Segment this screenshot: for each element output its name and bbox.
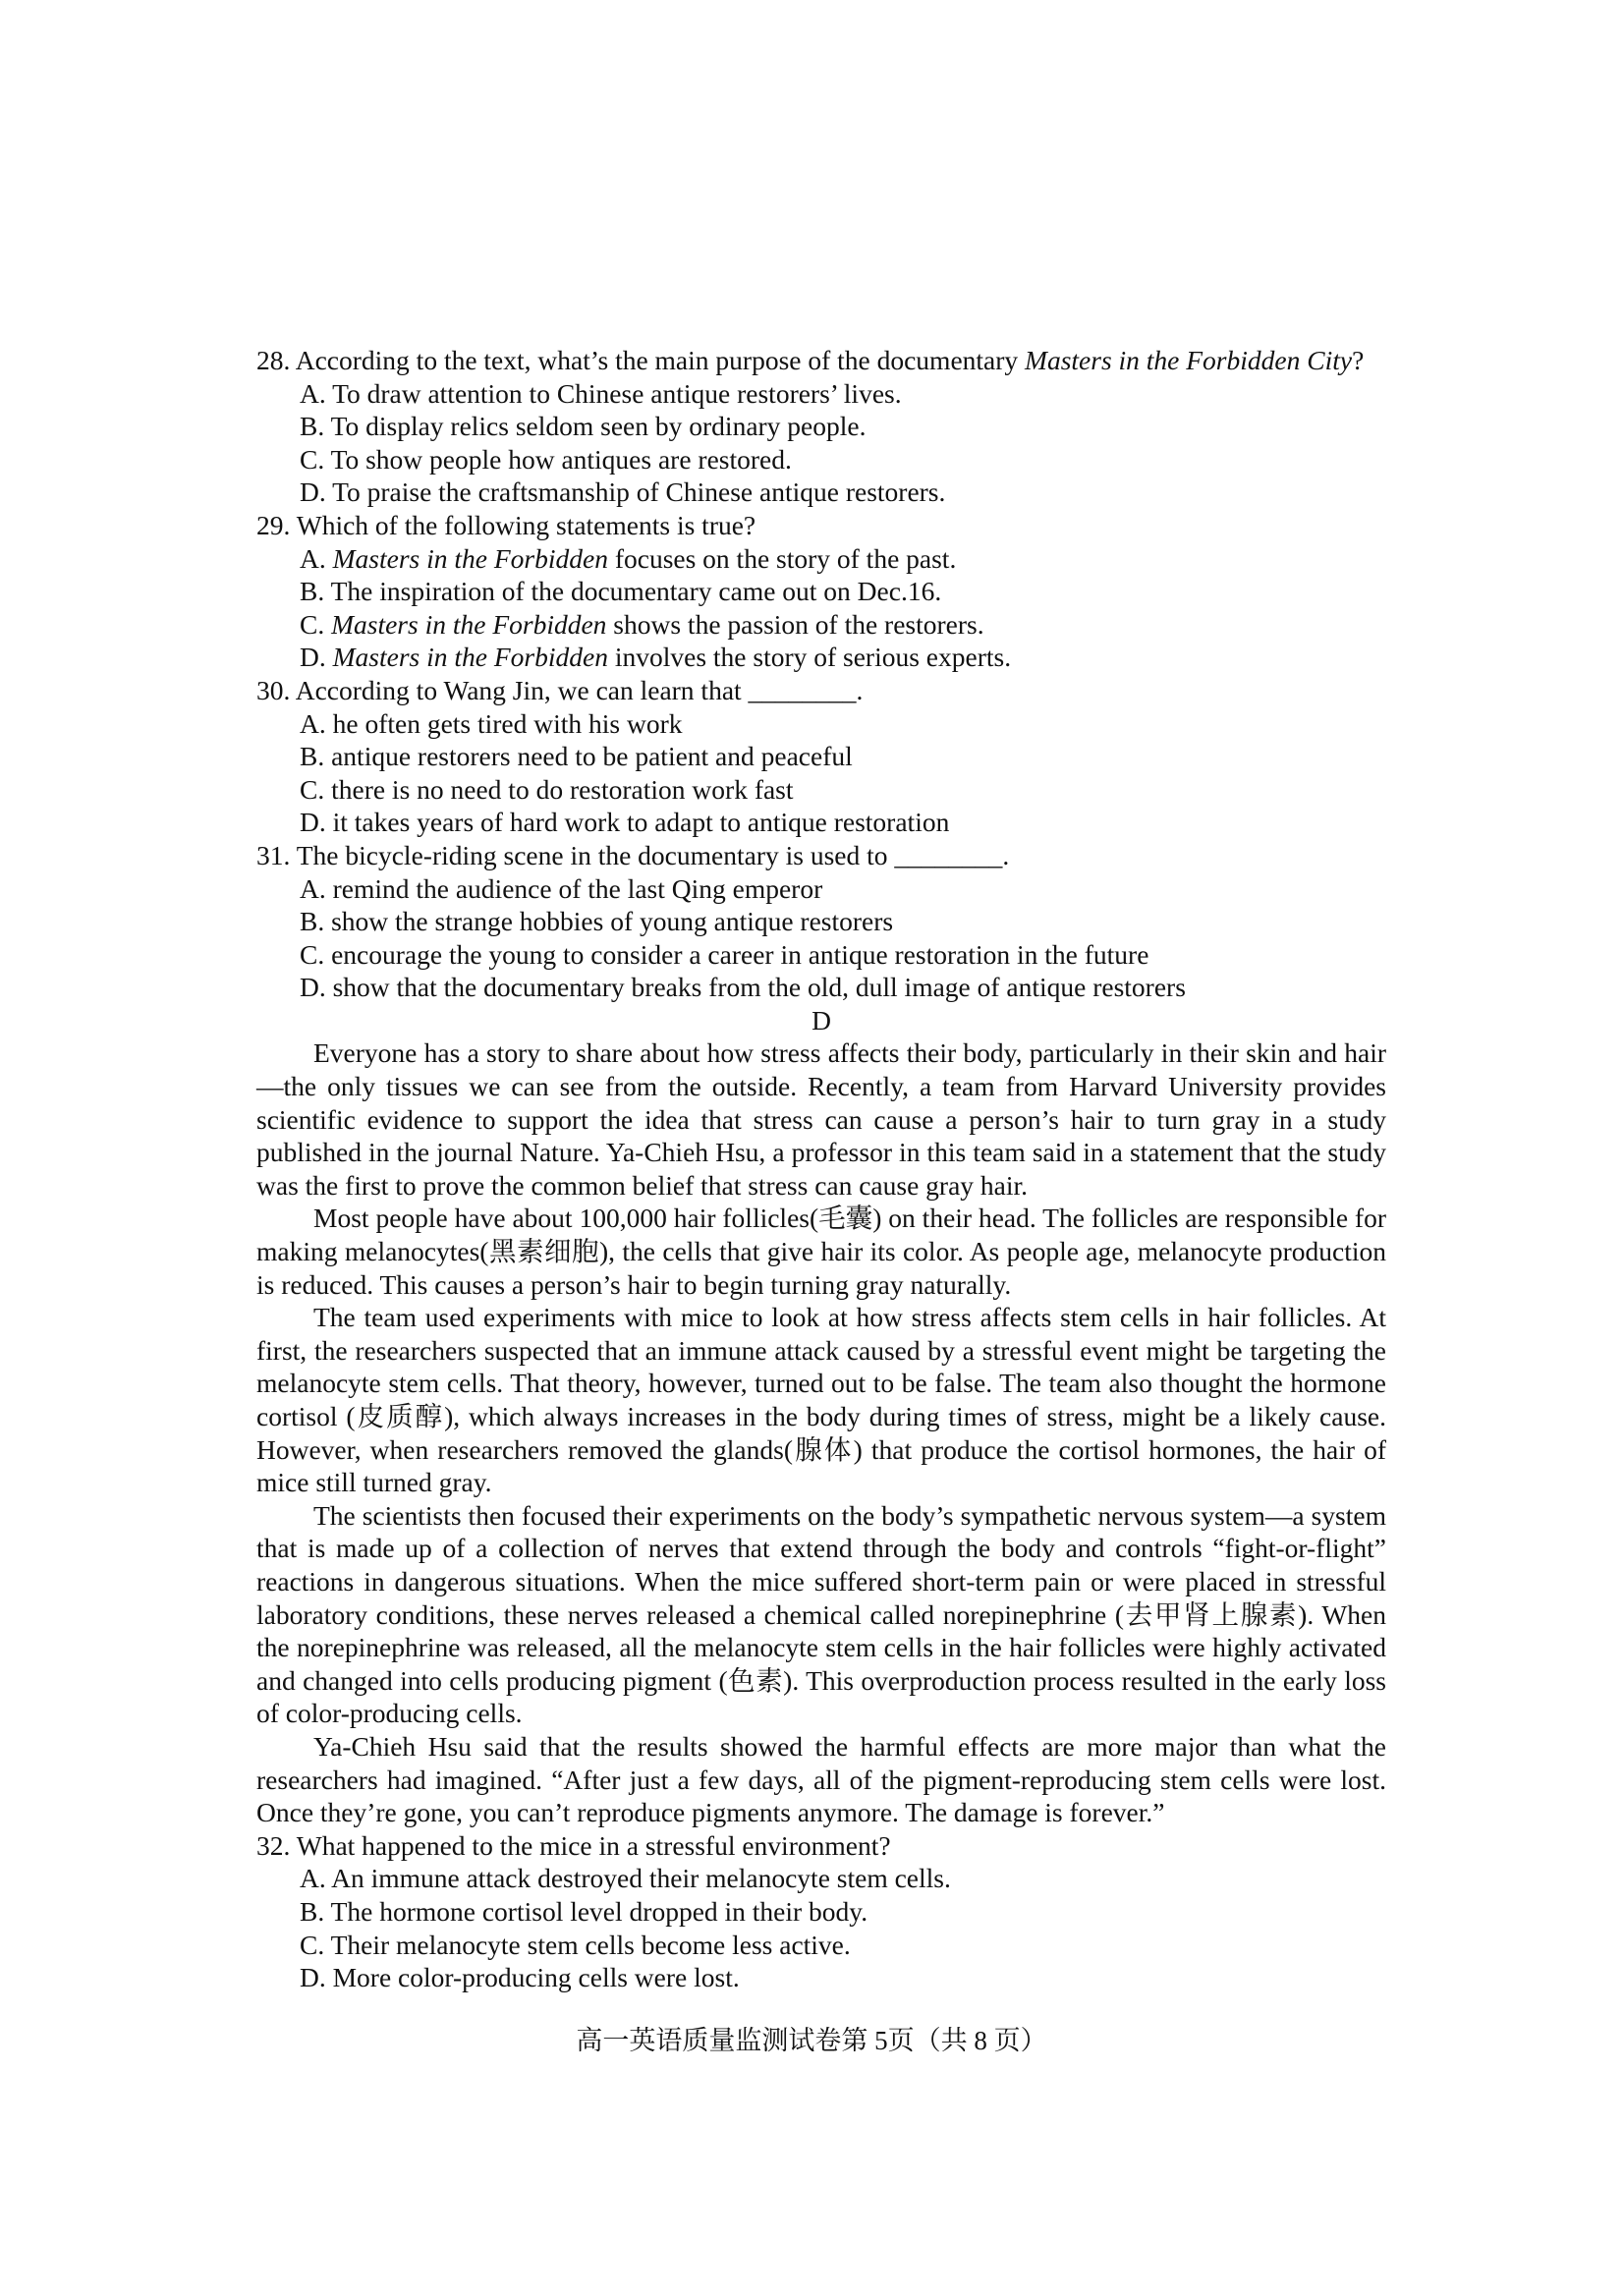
option-b: B. show the strange hobbies of young antique restorers <box>300 906 894 937</box>
option-c <box>256 608 1386 642</box>
option-text: focuses on the story of the past. <box>607 542 957 574</box>
question-28 <box>256 344 1386 509</box>
option-c: C. there is no need to do restoration work fast <box>300 773 794 805</box>
option-b: B. To display relics seldom seen by ordinary people. <box>300 411 867 442</box>
option-letter: C. <box>300 608 332 640</box>
passage-paragraph-3: The team used experiments with mice to look at how stress affects stem cells in hair follicles. At first, the researchers suspected that an immune attack caused by a stressful event might be targeting the melanocyte stem cells. That theory, however, turned out to be false. The team also thought the hormone cortisol (皮质醇), which always increases in the body during times of stress, might be a likely cause. However, when researchers removed the glands(腺体) that produce the cortisol hormones, the hair of mice still turned gray. <box>256 1302 1386 1498</box>
option-b: B. The inspiration of the documentary came out on Dec.16. <box>300 576 942 607</box>
question-31 <box>256 839 1386 1004</box>
question-29 <box>256 509 1386 674</box>
passage-paragraph-2: Most people have about 100,000 hair follicles(毛囊) on their head. The follicles are responsible for making melanocytes(黑素细胞), the cells that give hair its color. As people age, melanocyte production is reduced. This causes a person’s hair to begin turning gray naturally. <box>256 1203 1386 1300</box>
passage-paragraph-5: Ya-Chieh Hsu said that the results showed the harmful effects are more major than what the researchers had imagined. “After just a few days, all of the pigment-reproducing stem cells were lost. Once they’re gone, you can’t reproduce pigments anymore. The damage is forever.” <box>256 1730 1386 1828</box>
question-30 <box>256 674 1386 839</box>
option-c: C. encourage the young to consider a career in antique restoration in the future <box>300 938 1149 970</box>
option-d: D. show that the documentary breaks from the old, dull image of antique restorers <box>300 972 1186 1003</box>
section-label: D <box>812 1004 831 1036</box>
documentary-title: Masters in the Forbidden <box>332 642 608 673</box>
exam-page-content <box>256 344 1386 1994</box>
option-b: B. antique restorers need to be patient and peaceful <box>300 741 853 772</box>
option-d: D. it takes years of hard work to adapt to antique restoration <box>300 807 950 838</box>
question-stem: 29. Which of the following statements is true? <box>256 509 756 540</box>
option-d: D. More color-producing cells were lost. <box>300 1962 740 1993</box>
option-a: A. An immune attack destroyed their melanocyte stem cells. <box>300 1863 951 1894</box>
stem-end: ? <box>1352 345 1365 375</box>
option-a: A. To draw attention to Chinese antique restorers’ lives. <box>300 377 902 409</box>
option-text: shows the passion of the restorers. <box>606 608 984 640</box>
question-stem <box>256 344 1386 377</box>
passage-paragraph-4: The scientists then focused their experiments on the body’s sympathetic nervous system—a system that is made up of a collection of nerves that extend through the body and controls “fight-or-flight” reactions in dangerous situations. When the mice suffered short-term pain or were placed in stressful laboratory conditions, these nerves released a chemical called norepinephrine (去甲肾上腺素). When the norepinephrine was released, all the melanocyte stem cells in the hair follicles were highly activated and changed into cells producing pigment (色素). This overproduction process resulted in the early loss of color-producing cells. <box>256 1499 1386 1729</box>
option-letter: A. <box>300 542 333 574</box>
question-stem: 32. What happened to the mice in a stressful environment? <box>256 1829 891 1861</box>
documentary-title: Masters in the Forbidden <box>331 608 607 640</box>
stem-text: 28. According to the text, what’s the main purpose of the documentary <box>256 345 1026 375</box>
option-c: C. To show people how antiques are restored. <box>300 443 792 475</box>
documentary-title: Masters in the Forbidden City <box>1025 345 1353 375</box>
option-a: A. he often gets tired with his work <box>300 707 683 739</box>
option-text: involves the story of serious experts. <box>607 642 1012 673</box>
question-32 <box>256 1829 1386 1994</box>
option-a: A. remind the audience of the last Qing emperor <box>300 872 823 904</box>
documentary-title: Masters in the Forbidden <box>332 542 608 574</box>
option-d <box>256 641 1386 674</box>
option-letter: D. <box>300 642 333 673</box>
passage-paragraph-1: Everyone has a story to share about how stress affects their body, particularly in their skin and hair—the only tissues we can see from the outside. Recently, a team from Harvard University provides scientific evidence to support the idea that stress can cause a person’s hair to turn gray in a study published in the journal Nature. Ya-Chieh Hsu, a professor in this team said in a statement that the study was the first to prove the common belief that stress can cause gray hair. <box>256 1037 1386 1201</box>
option-c: C. Their melanocyte stem cells become less active. <box>300 1929 851 1960</box>
question-stem: 31. The bicycle-riding scene in the documentary is used to ________. <box>256 839 1010 870</box>
question-stem: 30. According to Wang Jin, we can learn that ________. <box>256 674 864 705</box>
option-b: B. The hormone cortisol level dropped in their body. <box>300 1895 868 1927</box>
page-footer: 高一英语质量监测试卷第 5页（共 8 页） <box>576 2026 1047 2055</box>
option-a <box>256 542 1386 576</box>
option-d: D. To praise the craftsmanship of Chinese antique restorers. <box>300 476 946 508</box>
passage-d <box>256 1036 1386 1828</box>
